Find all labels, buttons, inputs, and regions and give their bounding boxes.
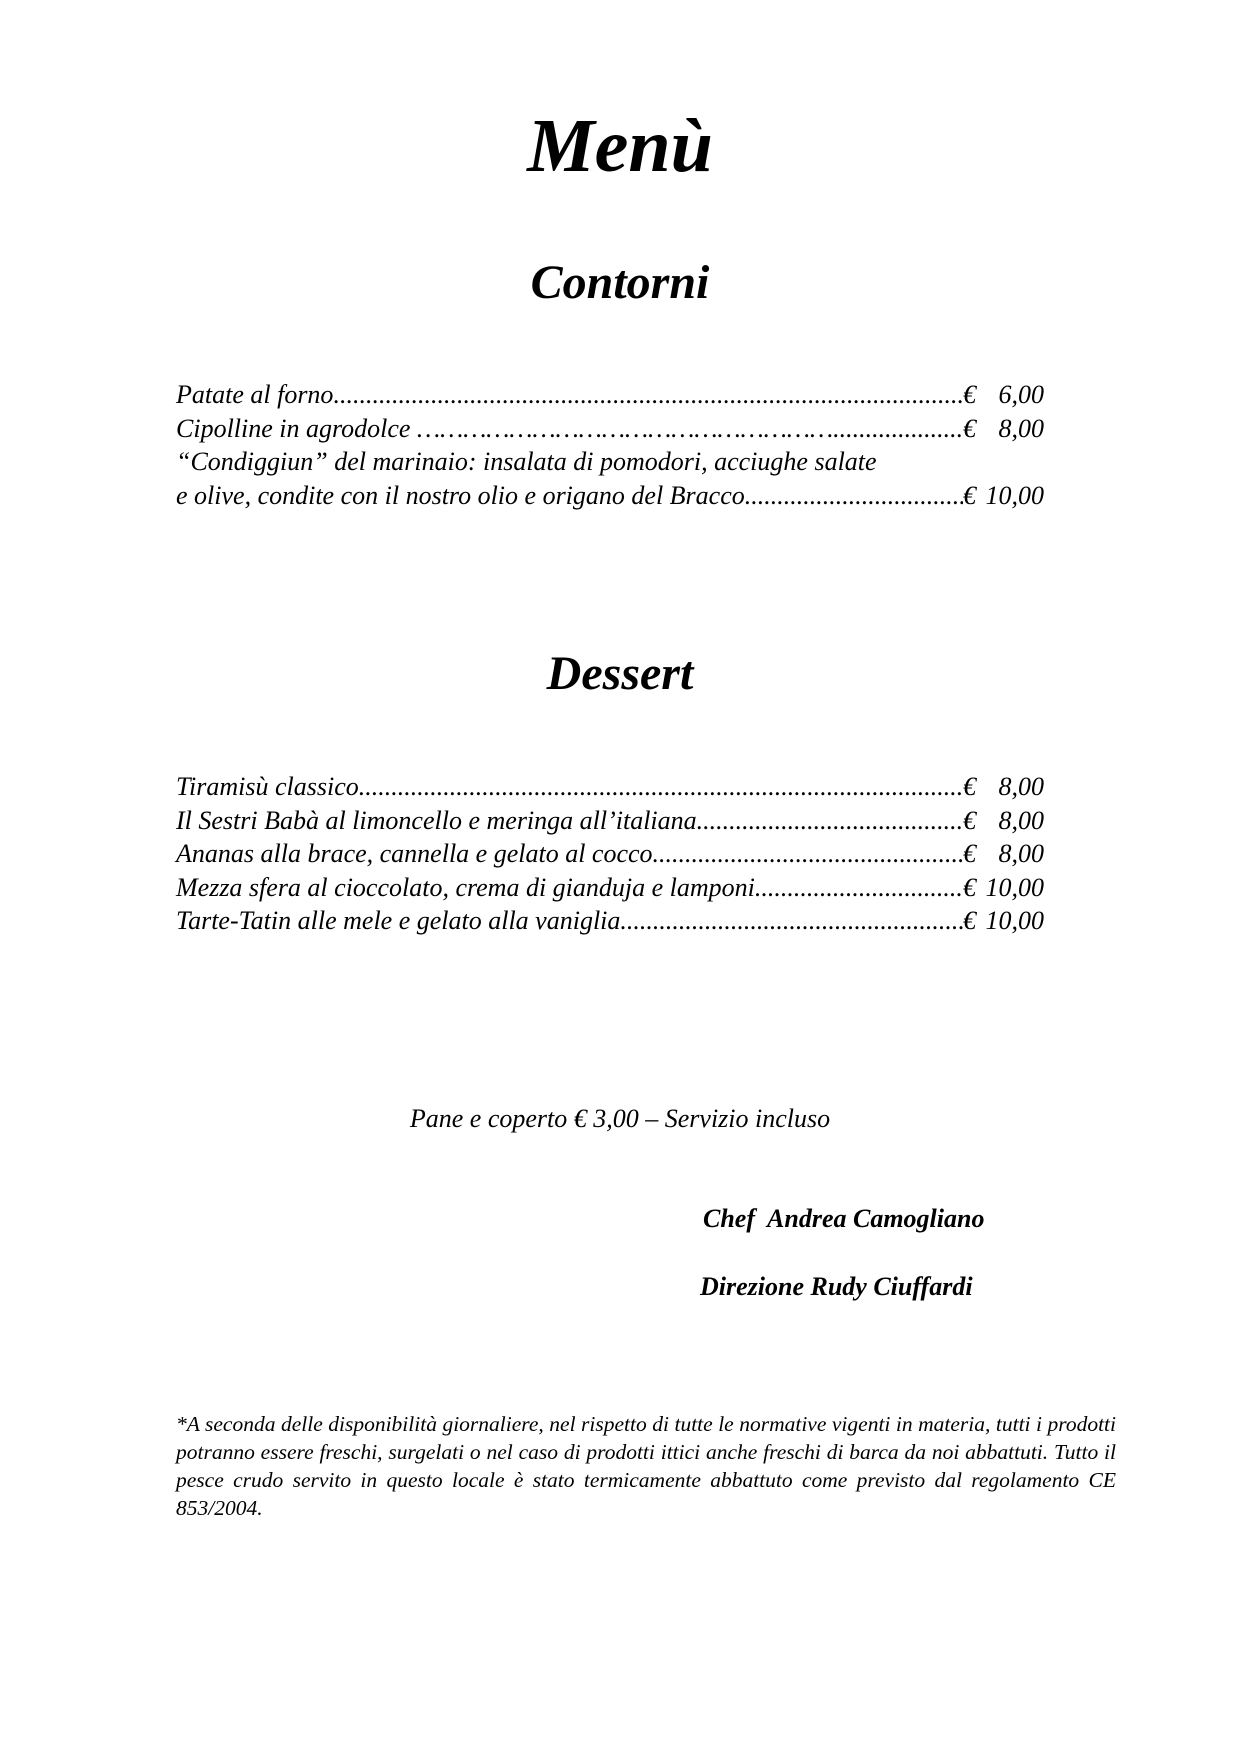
item-price: 8,00: [998, 413, 1044, 443]
item-currency: €: [963, 839, 976, 868]
item-name: Mezza sfera al cioccolato, crema di gianduja e lamponi: [176, 872, 755, 902]
cover-charge-note: Pane e coperto € 3,00 – Servizio incluso: [409, 1104, 831, 1133]
item-price: 8,00: [998, 772, 1044, 801]
dessert-list: [176, 770, 1044, 938]
dot-leader: [745, 479, 963, 513]
item-name: Il Sestri Babà al limoncello e meringa all’italiana: [176, 805, 697, 835]
item-currency: €: [963, 413, 976, 443]
item-name: Cipolline in agrodolce ………………………………………………..: [176, 413, 847, 443]
contorni-list: [176, 378, 1044, 512]
dot-leader: [697, 804, 963, 838]
section-title-contorni: Contorni: [530, 256, 710, 309]
item-price: 6,00: [998, 380, 1044, 409]
item-currency: €: [963, 772, 976, 801]
dot-leader: [620, 904, 963, 938]
item-currency: €: [963, 906, 976, 935]
item-currency: €: [963, 380, 976, 409]
item-currency: €: [963, 872, 976, 902]
item-price: 10,00: [985, 906, 1044, 935]
item-description-line: “Condiggiun” del marinaio: insalata di pomodori, acciughe salate: [176, 447, 877, 476]
menu-item: [176, 770, 1044, 804]
page-title: Menù: [527, 104, 713, 188]
item-price: 10,00: [985, 480, 1044, 510]
menu-item: [176, 378, 1044, 412]
dot-leader: [333, 378, 963, 412]
dot-leader: [755, 871, 963, 905]
menu-item: [176, 871, 1044, 905]
dot-leader: [846, 412, 963, 446]
menu-item: [176, 904, 1044, 938]
item-name: Patate al forno: [176, 380, 334, 409]
item-currency: €: [963, 480, 976, 510]
director-credit: Direzione Rudy Ciuffardi: [700, 1272, 973, 1301]
item-name: Tiramisù classico: [176, 772, 359, 801]
dot-leader: [653, 837, 963, 871]
disclaimer: *A seconda delle disponibilità giornaliere, nel rispetto di tutte le normative vigenti in materia, tutti i prodotti potranno essere freschi, surgelati o nel caso di prodotti ittici anche freschi di barca da noi abbattuti. Tutto il pesce crudo servito in questo locale è stato termicamente abbattuto come previsto dal regolamento CE 853/2004.: [176, 1412, 1116, 1520]
item-name: Tarte-Tatin alle mele e gelato alla vaniglia: [176, 906, 621, 935]
item-name: e olive, condite con il nostro olio e origano del Bracco: [176, 480, 745, 510]
menu-item: [176, 412, 1044, 446]
menu-item: [176, 804, 1044, 838]
menu-item: [176, 837, 1044, 871]
menu-item: [176, 479, 1044, 513]
item-price: 8,00: [998, 805, 1044, 835]
dot-leader: [359, 770, 963, 804]
chef-credit: Chef Andrea Camogliano: [703, 1204, 985, 1233]
item-name: Ananas alla brace, cannella e gelato al cocco: [176, 839, 653, 868]
item-currency: €: [963, 805, 976, 835]
section-title-dessert: Dessert: [546, 647, 694, 700]
item-price: 8,00: [998, 839, 1044, 868]
item-price: 10,00: [985, 872, 1044, 902]
